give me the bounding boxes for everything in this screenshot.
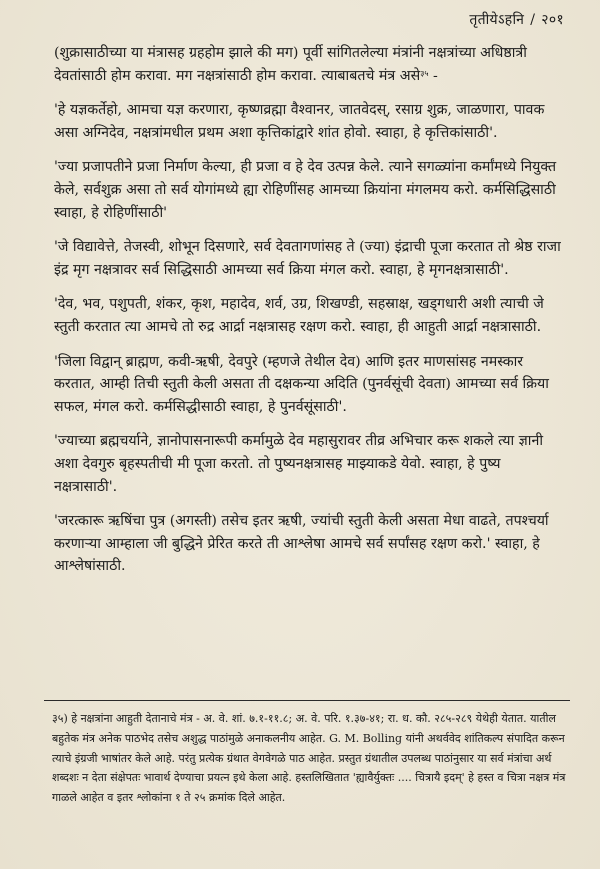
running-header [469, 10, 564, 29]
body-text [54, 42, 564, 590]
footnote-divider [44, 700, 570, 701]
footnote: ३५) हे नक्षत्रांना आहुती देतानाचे मंत्र - अ. वे. शां. ७.१-११.८; अ. वे. परि. १.३७-४१; रा. ध. कौ. २८५-२८९ येथेही येतात. यातील बहुतेक मंत्र अनेक पाठभेद तसेच अशुद्ध पाठांमुळे अनाकलनीय आहेत. G. M. Bolling यांनी अथर्ववेद शांतिकल्प संपादित करून त्याचे इंग्रजी भाषांतर केले आहे. परंतु प्रत्येक ग्रंथात वेगवेगळे पाठ आहेत. प्रस्तुत ग्रंथातील उपलब्ध पाठांनुसार या सर्व मंत्रांचा अर्थ शब्दशः न देता संक्षेपतः भावार्थ देण्याचा प्रयत्न इथे केला आहे. हस्तलिखितात 'ह्यावैर्युक्तः .... चित्रायै इदम्' हे हस्त व चित्रा नक्षत्र मंत्र गाळले आहेत व इतर श्लोकांना १ ते २५ क्रमांक दिले आहेत. [52, 712, 566, 805]
chapter-title: तृतीयेऽहनि [469, 12, 525, 28]
mantra-pushya: 'ज्याच्या ब्रह्मचर्याने, ज्ञानोपासनारूपी कर्मामुळे देव महासुरावर तीव्र अभिचार करू शकले त्या ज्ञानी अशा देवगुरु बृहस्पतीची मी पूजा करतो. तो पुष्यनक्षत्रासह माझ्याकडे येवो. स्वाहा, हे पुष्य नक्षत्रासाठी'. [54, 433, 543, 495]
mantra-ashlesha: 'जरत्कारू ऋषिंचा पुत्र (अगस्ती) तसेच इतर ऋषी, ज्यांची स्तुती केली असता मेधा वाढते, तपश्चर्या करणाऱ्या आम्हाला जी बुद्धिने प्रेरित करते ती आश्लेषा आमचे सर्व सर्पांसह रक्षण करो.' स्वाहा, हे आश्लेषांसाठी. [54, 513, 549, 575]
intro-text: (शुक्रासाठीच्या या मंत्रासह ग्रहहोम झाले की मग) पूर्वी सांगितलेल्या मंत्रांनी नक्षत्रांच्या अधिष्ठात्री देवतांसाठी होम करावा. मग नक्षत्रांसाठी होम करावा. त्याबाबतचे मंत्र असे [54, 45, 527, 84]
page-number: २०१ [541, 12, 564, 28]
mantra-punarvasu: 'जिला विद्वान् ब्राह्मण, कवी-ऋषी, देवपुरे (म्हणजे तेथील देव) आणि इतर माणसांसह नमस्कार करतात, आम्ही तिची स्तुती केली असता ती दक्षकन्या अदिति (पुनर्वसूंची देवता) आमच्या सर्व क्रिया सफल, मंगल करो. कर्मसिद्धीसाठी स्वाहा, हे पुनर्वसूंसाठी'. [54, 353, 549, 415]
footnote-ref[interactable]: ३५ [420, 68, 429, 78]
header-separator: / [530, 12, 536, 28]
intro-paragraph [54, 42, 564, 87]
mantra-krittika: 'हे यज्ञकर्तेहो, आमचा यज्ञ करणारा, कृष्णव्रह्मा वैश्वानर, जातवेदस्, रसाग्र शुक्र, जाळणारा, पावक असा अग्निदेव, नक्षत्रांमधील प्रथम अशा कृत्तिकांद्वारे शांत होवो. स्वाहा, हे कृत्तिकांसाठी'. [54, 102, 545, 141]
intro-tail: - [428, 67, 438, 84]
mantra-mriga: 'जे विद्यावेत्ते, तेजस्वी, शोभून दिसणारे, सर्व देवतागणांसह ते (ज्या) इंद्राची पूजा करतात तो श्रेष्ठ राजा इंद्र मृग नक्षत्रावर सर्व सिद्धिसाठी आमच्या सर्व क्रिया मंगल करो. स्वाहा, हे मृगनक्षत्रासाठी'. [54, 239, 561, 278]
mantra-rohini: 'ज्या प्रजापतीने प्रजा निर्माण केल्या, ही प्रजा व हे देव उत्पन्न केले. त्याने सगळ्यांना कर्मांमध्ये नियुक्त केले, सर्वशुक्र असा तो सर्व योगांमध्ये ह्या रोहिणींसह आमच्या क्रियांना मंगलमय करो. कर्मसिद्धिसाठी स्वाहा, हे रोहिणींसाठी' [54, 159, 557, 221]
mantra-ardra: 'देव, भव, पशुपती, शंकर, कृश, महादेव, शर्व, उग्र, शिखण्डी, सहस्राक्ष, खड्गधारी अशी त्याची जे स्तुती करतात त्या आमचे तो रुद्र आर्द्रा नक्षत्रासह रक्षण करो. स्वाहा, ही आहुती आर्द्रा नक्षत्रासाठी. [54, 296, 544, 335]
